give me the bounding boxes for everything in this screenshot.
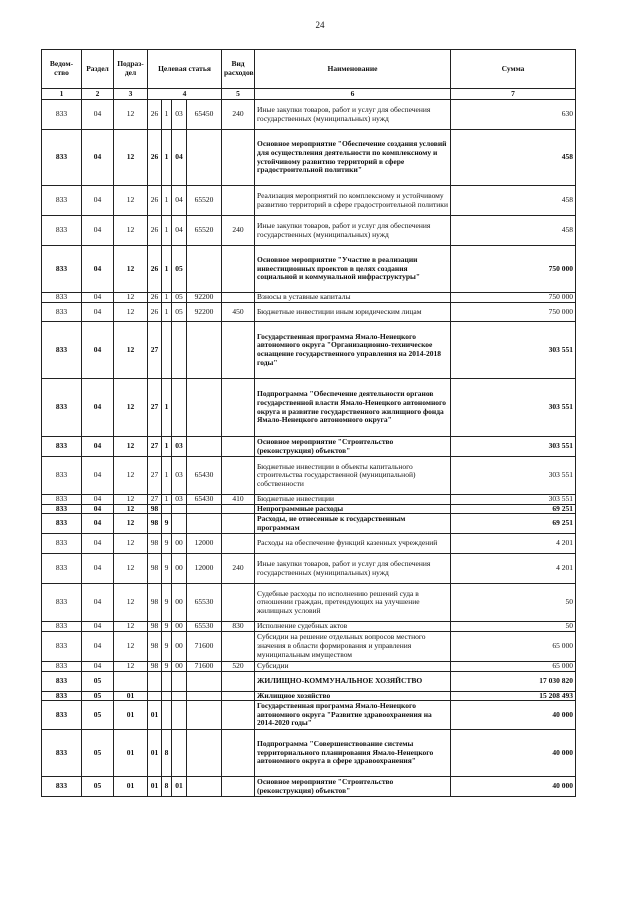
- amount-cell: 630: [451, 100, 576, 130]
- column-number-row: [42, 89, 576, 100]
- target-article-subprogram-cell: 1: [162, 379, 172, 437]
- target-article-activity-cell: 05: [172, 246, 187, 293]
- subsection-code-cell: 12: [114, 100, 148, 130]
- item-name-cell: Иные закупки товаров, работ и услуг для обеспечения государственных (муниципальных) нужд: [255, 100, 451, 130]
- section-code-cell: 04: [82, 584, 114, 622]
- expense-type-cell: [222, 457, 255, 495]
- subsection-code-cell: [114, 671, 148, 691]
- department-code-cell: 833: [42, 457, 82, 495]
- item-name-cell: Основное мероприятие "Строительство (реконструкция) объектов": [255, 777, 451, 797]
- target-article-program-cell: 26: [148, 216, 162, 246]
- department-code-cell: 833: [42, 246, 82, 293]
- target-article-activity-cell: 03: [172, 437, 187, 457]
- target-article-subprogram-cell: 1: [162, 186, 172, 216]
- expense-type-cell: [222, 379, 255, 437]
- target-article-subprogram-cell: 1: [162, 246, 172, 293]
- department-code-cell: 833: [42, 622, 82, 632]
- department-code-cell: 833: [42, 186, 82, 216]
- target-article-activity-cell: 00: [172, 534, 187, 554]
- section-code-cell: 04: [82, 379, 114, 437]
- item-name-cell: Жилищное хозяйство: [255, 691, 451, 701]
- table-row: [42, 293, 576, 303]
- item-name-cell: Иные закупки товаров, работ и услуг для обеспечения государственных (муниципальных) нужд: [255, 554, 451, 584]
- column-number: 2: [82, 89, 114, 100]
- table-row: [42, 661, 576, 671]
- header-row: [42, 50, 576, 89]
- target-article-direction-cell: 12000: [187, 534, 222, 554]
- target-article-program-cell: [148, 671, 162, 691]
- header-summa: Сумма: [451, 50, 576, 89]
- item-name-cell: Субсидии на решение отдельных вопросов местного значения в области формирования и управления муниципальным имуществом: [255, 631, 451, 661]
- section-code-cell: 04: [82, 293, 114, 303]
- expense-type-cell: [222, 534, 255, 554]
- section-code-cell: 05: [82, 730, 114, 777]
- target-article-subprogram-cell: 9: [162, 622, 172, 632]
- target-article-program-cell: 26: [148, 100, 162, 130]
- amount-cell: 17 030 820: [451, 671, 576, 691]
- amount-cell: 69 251: [451, 514, 576, 534]
- target-article-activity-cell: 01: [172, 777, 187, 797]
- section-code-cell: 04: [82, 216, 114, 246]
- amount-cell: 65 000: [451, 631, 576, 661]
- expense-type-cell: [222, 322, 255, 379]
- target-article-program-cell: 98: [148, 631, 162, 661]
- target-article-program-cell: 26: [148, 303, 162, 322]
- target-article-activity-cell: [172, 379, 187, 437]
- item-name-cell: Расходы на обеспечение функций казенных учреждений: [255, 534, 451, 554]
- target-article-activity-cell: [172, 514, 187, 534]
- target-article-direction-cell: 92200: [187, 303, 222, 322]
- subsection-code-cell: 01: [114, 691, 148, 701]
- target-article-program-cell: 26: [148, 186, 162, 216]
- column-number: 7: [451, 89, 576, 100]
- target-article-subprogram-cell: [162, 322, 172, 379]
- amount-cell: 750 000: [451, 246, 576, 293]
- target-article-direction-cell: 65520: [187, 186, 222, 216]
- expense-type-cell: [222, 437, 255, 457]
- table-row: [42, 554, 576, 584]
- target-article-activity-cell: 04: [172, 216, 187, 246]
- section-code-cell: 04: [82, 622, 114, 632]
- target-article-direction-cell: [187, 504, 222, 514]
- table-row: [42, 514, 576, 534]
- subsection-code-cell: 12: [114, 622, 148, 632]
- subsection-code-cell: 12: [114, 130, 148, 186]
- department-code-cell: 833: [42, 437, 82, 457]
- subsection-code-cell: 12: [114, 584, 148, 622]
- table-row: [42, 495, 576, 505]
- target-article-subprogram-cell: 1: [162, 303, 172, 322]
- subsection-code-cell: 12: [114, 457, 148, 495]
- section-code-cell: 04: [82, 514, 114, 534]
- item-name-cell: Взносы в уставные капиталы: [255, 293, 451, 303]
- department-code-cell: 833: [42, 100, 82, 130]
- header-vedomstvo: Ведом-ство: [42, 50, 82, 89]
- department-code-cell: 833: [42, 661, 82, 671]
- section-code-cell: 05: [82, 701, 114, 730]
- subsection-code-cell: 12: [114, 554, 148, 584]
- table-row: [42, 691, 576, 701]
- section-code-cell: 04: [82, 534, 114, 554]
- amount-cell: 303 551: [451, 322, 576, 379]
- target-article-program-cell: 01: [148, 701, 162, 730]
- section-code-cell: 05: [82, 777, 114, 797]
- target-article-direction-cell: [187, 379, 222, 437]
- target-article-direction-cell: [187, 130, 222, 186]
- target-article-direction-cell: [187, 671, 222, 691]
- item-name-cell: Субсидии: [255, 661, 451, 671]
- expense-type-cell: [222, 631, 255, 661]
- target-article-program-cell: 26: [148, 293, 162, 303]
- amount-cell: 458: [451, 186, 576, 216]
- amount-cell: 303 551: [451, 457, 576, 495]
- item-name-cell: Подпрограмма "Обеспечение деятельности органов государственной власти Ямало-Ненецкого автономного округа и развитие государственного жилищного фонда Ямало-Ненецкого автономного округа": [255, 379, 451, 437]
- item-name-cell: Государственная программа Ямало-Ненецкого автономного округа "Развитие здравоохранения на 2014-2020 годы": [255, 701, 451, 730]
- item-name-cell: Непрограммные расходы: [255, 504, 451, 514]
- section-code-cell: 04: [82, 130, 114, 186]
- target-article-program-cell: 98: [148, 554, 162, 584]
- target-article-subprogram-cell: 9: [162, 661, 172, 671]
- item-name-cell: Основное мероприятие "Строительство (реконструкция) объектов": [255, 437, 451, 457]
- section-code-cell: 04: [82, 504, 114, 514]
- table-row: [42, 457, 576, 495]
- expense-type-cell: 410: [222, 495, 255, 505]
- target-article-program-cell: 98: [148, 584, 162, 622]
- expense-type-cell: [222, 293, 255, 303]
- target-article-subprogram-cell: 1: [162, 293, 172, 303]
- page-number: 24: [315, 20, 325, 30]
- subsection-code-cell: 12: [114, 661, 148, 671]
- subsection-code-cell: 12: [114, 246, 148, 293]
- target-article-direction-cell: 65530: [187, 622, 222, 632]
- item-name-cell: Судебные расходы по исполнению решений суда в отношении граждан, претендующих на улучшение жилищных условий: [255, 584, 451, 622]
- target-article-subprogram-cell: 9: [162, 534, 172, 554]
- department-code-cell: 833: [42, 379, 82, 437]
- table-row: [42, 730, 576, 777]
- table-row: [42, 100, 576, 130]
- target-article-activity-cell: 00: [172, 661, 187, 671]
- target-article-direction-cell: 65530: [187, 584, 222, 622]
- target-article-program-cell: 27: [148, 495, 162, 505]
- amount-cell: 40 000: [451, 701, 576, 730]
- subsection-code-cell: 12: [114, 514, 148, 534]
- section-code-cell: 04: [82, 631, 114, 661]
- header-podrazdel: Подраз-дел: [114, 50, 148, 89]
- target-article-direction-cell: 65430: [187, 457, 222, 495]
- target-article-subprogram-cell: 9: [162, 584, 172, 622]
- target-article-program-cell: 01: [148, 730, 162, 777]
- header-razdel: Раздел: [82, 50, 114, 89]
- department-code-cell: 833: [42, 495, 82, 505]
- target-article-subprogram-cell: 1: [162, 130, 172, 186]
- target-article-direction-cell: [187, 514, 222, 534]
- section-code-cell: 05: [82, 691, 114, 701]
- amount-cell: 303 551: [451, 379, 576, 437]
- department-code-cell: 833: [42, 631, 82, 661]
- target-article-direction-cell: [187, 730, 222, 777]
- target-article-direction-cell: 71600: [187, 661, 222, 671]
- header-vid-rashodov: Вид расходов: [222, 50, 255, 89]
- subsection-code-cell: 12: [114, 379, 148, 437]
- amount-cell: 50: [451, 622, 576, 632]
- department-code-cell: 833: [42, 130, 82, 186]
- expense-type-cell: [222, 186, 255, 216]
- target-article-subprogram-cell: 1: [162, 100, 172, 130]
- amount-cell: 65 000: [451, 661, 576, 671]
- target-article-subprogram-cell: 1: [162, 495, 172, 505]
- item-name-cell: Подпрограмма "Совершенствование системы территориального планирования Ямало-Ненецкого автономного округа в сфере здравоохранения": [255, 730, 451, 777]
- expense-type-cell: 240: [222, 216, 255, 246]
- amount-cell: 750 000: [451, 293, 576, 303]
- section-code-cell: 04: [82, 322, 114, 379]
- department-code-cell: 833: [42, 504, 82, 514]
- amount-cell: 4 201: [451, 534, 576, 554]
- target-article-program-cell: 98: [148, 534, 162, 554]
- table-row: [42, 584, 576, 622]
- target-article-activity-cell: 05: [172, 293, 187, 303]
- item-name-cell: Иные закупки товаров, работ и услуг для обеспечения государственных (муниципальных) нужд: [255, 216, 451, 246]
- target-article-subprogram-cell: 1: [162, 437, 172, 457]
- subsection-code-cell: 12: [114, 293, 148, 303]
- target-article-activity-cell: 03: [172, 100, 187, 130]
- department-code-cell: 833: [42, 534, 82, 554]
- department-code-cell: 833: [42, 671, 82, 691]
- item-name-cell: Бюджетные инвестиции: [255, 495, 451, 505]
- amount-cell: 458: [451, 216, 576, 246]
- target-article-program-cell: 98: [148, 622, 162, 632]
- section-code-cell: 04: [82, 437, 114, 457]
- target-article-activity-cell: [172, 671, 187, 691]
- target-article-subprogram-cell: [162, 691, 172, 701]
- target-article-direction-cell: [187, 691, 222, 701]
- amount-cell: 4 201: [451, 554, 576, 584]
- subsection-code-cell: 01: [114, 777, 148, 797]
- subsection-code-cell: 12: [114, 322, 148, 379]
- header-naimenovanie: Наименование: [255, 50, 451, 89]
- department-code-cell: 833: [42, 554, 82, 584]
- target-article-direction-cell: 71600: [187, 631, 222, 661]
- amount-cell: 69 251: [451, 504, 576, 514]
- target-article-subprogram-cell: [162, 504, 172, 514]
- target-article-subprogram-cell: 8: [162, 777, 172, 797]
- amount-cell: 15 208 493: [451, 691, 576, 701]
- target-article-activity-cell: 04: [172, 130, 187, 186]
- target-article-subprogram-cell: 9: [162, 554, 172, 584]
- target-article-subprogram-cell: 1: [162, 457, 172, 495]
- table-row: [42, 216, 576, 246]
- table-row: [42, 437, 576, 457]
- department-code-cell: 833: [42, 303, 82, 322]
- subsection-code-cell: 12: [114, 495, 148, 505]
- section-code-cell: 04: [82, 554, 114, 584]
- target-article-activity-cell: [172, 322, 187, 379]
- target-article-subprogram-cell: 8: [162, 730, 172, 777]
- target-article-program-cell: 27: [148, 457, 162, 495]
- expense-type-cell: 240: [222, 554, 255, 584]
- target-article-subprogram-cell: [162, 701, 172, 730]
- target-article-direction-cell: [187, 701, 222, 730]
- table-body: [42, 100, 576, 797]
- department-code-cell: 833: [42, 691, 82, 701]
- header-celevaya-statya: Целевая статья: [148, 50, 222, 89]
- column-number: 1: [42, 89, 82, 100]
- target-article-program-cell: 26: [148, 246, 162, 293]
- target-article-program-cell: 98: [148, 661, 162, 671]
- table-row: [42, 130, 576, 186]
- item-name-cell: Основное мероприятие "Участие в реализации инвестиционных проектов в целях создания социальной и коммунальной инфраструктуры": [255, 246, 451, 293]
- expense-type-cell: [222, 514, 255, 534]
- target-article-activity-cell: 00: [172, 631, 187, 661]
- subsection-code-cell: 01: [114, 730, 148, 777]
- column-number: 6: [255, 89, 451, 100]
- target-article-activity-cell: 00: [172, 622, 187, 632]
- subsection-code-cell: 12: [114, 437, 148, 457]
- section-code-cell: 04: [82, 495, 114, 505]
- table-row: [42, 622, 576, 632]
- target-article-direction-cell: [187, 777, 222, 797]
- target-article-subprogram-cell: 9: [162, 631, 172, 661]
- expense-type-cell: [222, 504, 255, 514]
- target-article-program-cell: 26: [148, 130, 162, 186]
- subsection-code-cell: 01: [114, 701, 148, 730]
- amount-cell: 750 000: [451, 303, 576, 322]
- item-name-cell: ЖИЛИЩНО-КОММУНАЛЬНОЕ ХОЗЯЙСТВО: [255, 671, 451, 691]
- target-article-program-cell: 98: [148, 514, 162, 534]
- table-row: [42, 777, 576, 797]
- department-code-cell: 833: [42, 216, 82, 246]
- amount-cell: 40 000: [451, 777, 576, 797]
- target-article-activity-cell: 03: [172, 495, 187, 505]
- expense-type-cell: [222, 584, 255, 622]
- target-article-direction-cell: 65430: [187, 495, 222, 505]
- section-code-cell: 04: [82, 303, 114, 322]
- department-code-cell: 833: [42, 584, 82, 622]
- expense-type-cell: [222, 730, 255, 777]
- item-name-cell: Исполнение судебных актов: [255, 622, 451, 632]
- expense-type-cell: 240: [222, 100, 255, 130]
- expense-type-cell: 830: [222, 622, 255, 632]
- target-article-program-cell: 27: [148, 437, 162, 457]
- target-article-program-cell: 01: [148, 777, 162, 797]
- target-article-direction-cell: [187, 437, 222, 457]
- department-code-cell: 833: [42, 322, 82, 379]
- table-row: [42, 322, 576, 379]
- amount-cell: 458: [451, 130, 576, 186]
- section-code-cell: 04: [82, 186, 114, 216]
- budget-table: [41, 49, 576, 797]
- section-code-cell: 04: [82, 661, 114, 671]
- item-name-cell: Бюджетные инвестиции иным юридическим лицам: [255, 303, 451, 322]
- table-row: [42, 631, 576, 661]
- target-article-activity-cell: 00: [172, 554, 187, 584]
- target-article-subprogram-cell: [162, 671, 172, 691]
- target-article-direction-cell: 12000: [187, 554, 222, 584]
- target-article-activity-cell: 03: [172, 457, 187, 495]
- target-article-direction-cell: [187, 322, 222, 379]
- item-name-cell: Государственная программа Ямало-Ненецкого автономного округа "Организационно-техническое оснащение государственного управления на 2014-2018 годы": [255, 322, 451, 379]
- expense-type-cell: [222, 701, 255, 730]
- expense-type-cell: [222, 246, 255, 293]
- expense-type-cell: 520: [222, 661, 255, 671]
- section-code-cell: 05: [82, 671, 114, 691]
- target-article-program-cell: 27: [148, 322, 162, 379]
- table-row: [42, 534, 576, 554]
- section-code-cell: 04: [82, 100, 114, 130]
- column-number: 5: [222, 89, 255, 100]
- expense-type-cell: [222, 777, 255, 797]
- subsection-code-cell: 12: [114, 216, 148, 246]
- department-code-cell: 833: [42, 777, 82, 797]
- target-article-program-cell: [148, 691, 162, 701]
- target-article-direction-cell: 65520: [187, 216, 222, 246]
- table-row: [42, 246, 576, 293]
- subsection-code-cell: 12: [114, 504, 148, 514]
- target-article-activity-cell: 05: [172, 303, 187, 322]
- target-article-direction-cell: [187, 246, 222, 293]
- department-code-cell: 833: [42, 701, 82, 730]
- subsection-code-cell: 12: [114, 186, 148, 216]
- table-row: [42, 671, 576, 691]
- item-name-cell: Расходы, не отнесенные к государственным программам: [255, 514, 451, 534]
- target-article-activity-cell: [172, 691, 187, 701]
- table-row: [42, 379, 576, 437]
- column-number: 3: [114, 89, 148, 100]
- section-code-cell: 04: [82, 457, 114, 495]
- section-code-cell: 04: [82, 246, 114, 293]
- department-code-cell: 833: [42, 730, 82, 777]
- target-article-program-cell: 27: [148, 379, 162, 437]
- amount-cell: 303 551: [451, 495, 576, 505]
- target-article-direction-cell: 65450: [187, 100, 222, 130]
- table-row: [42, 504, 576, 514]
- amount-cell: 303 551: [451, 437, 576, 457]
- table-row: [42, 701, 576, 730]
- target-article-activity-cell: [172, 730, 187, 777]
- target-article-program-cell: 98: [148, 504, 162, 514]
- table-row: [42, 186, 576, 216]
- subsection-code-cell: 12: [114, 303, 148, 322]
- expense-type-cell: [222, 671, 255, 691]
- target-article-activity-cell: 00: [172, 584, 187, 622]
- target-article-activity-cell: [172, 504, 187, 514]
- table-row: [42, 303, 576, 322]
- target-article-subprogram-cell: 1: [162, 216, 172, 246]
- amount-cell: 50: [451, 584, 576, 622]
- expense-type-cell: [222, 691, 255, 701]
- department-code-cell: 833: [42, 293, 82, 303]
- target-article-subprogram-cell: 9: [162, 514, 172, 534]
- column-number: 4: [148, 89, 222, 100]
- item-name-cell: Основное мероприятие "Обеспечение создания условий для осуществления деятельности по комплексному и устойчивому развитию территорий в сфере градостроительной политики": [255, 130, 451, 186]
- expense-type-cell: [222, 130, 255, 186]
- target-article-activity-cell: 04: [172, 186, 187, 216]
- item-name-cell: Реализация мероприятий по комплексному и устойчивому развитию территорий в сфере градостроительной политики: [255, 186, 451, 216]
- subsection-code-cell: 12: [114, 631, 148, 661]
- target-article-activity-cell: [172, 701, 187, 730]
- subsection-code-cell: 12: [114, 534, 148, 554]
- target-article-direction-cell: 92200: [187, 293, 222, 303]
- amount-cell: 40 000: [451, 730, 576, 777]
- item-name-cell: Бюджетные инвестиции в объекты капитального строительства государственной (муниципальной) собственности: [255, 457, 451, 495]
- expense-type-cell: 450: [222, 303, 255, 322]
- department-code-cell: 833: [42, 514, 82, 534]
